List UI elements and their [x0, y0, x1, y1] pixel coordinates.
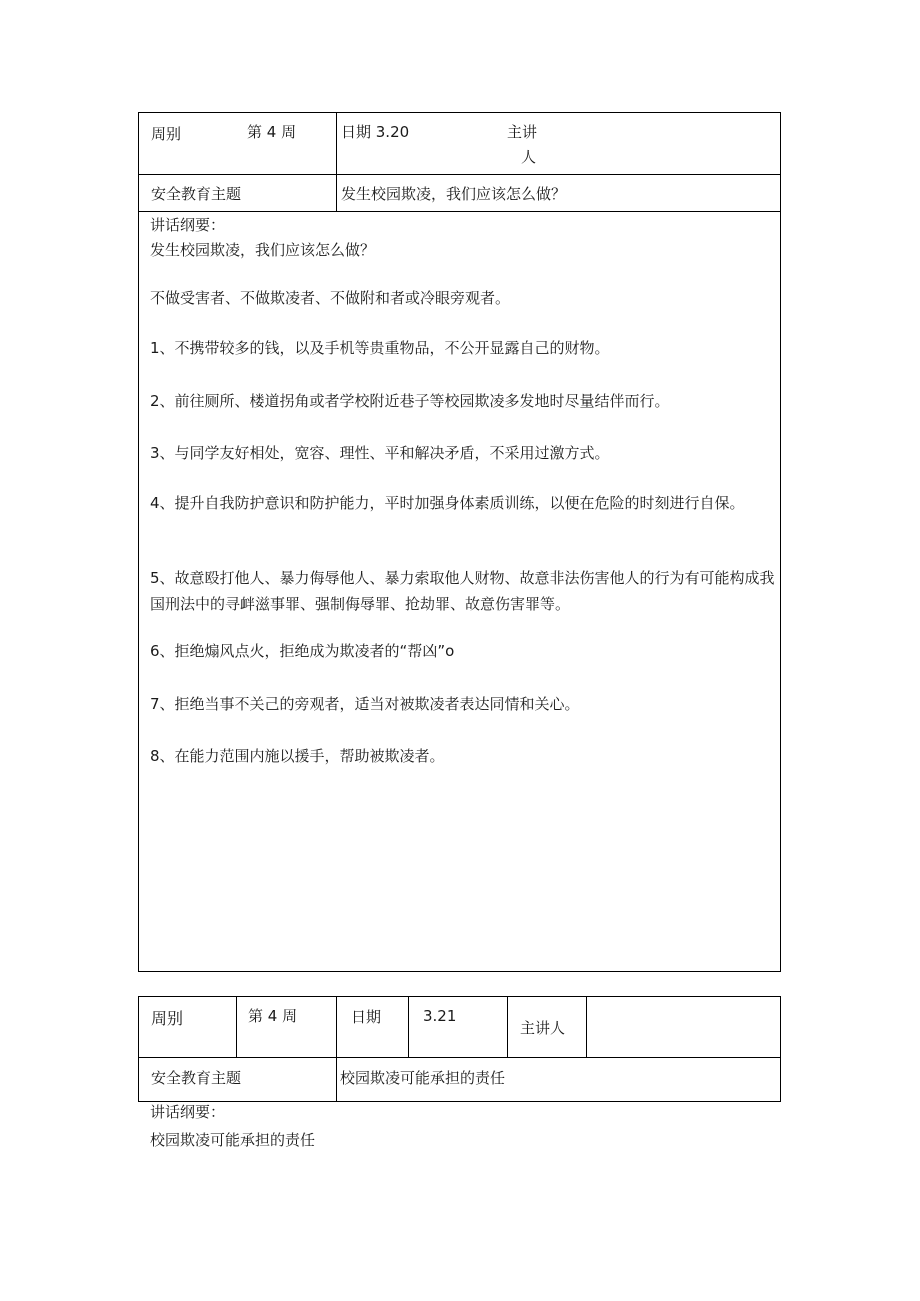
outline-intro: 不做受害者、不做欺凌者、不做附和者或冷眼旁观者。: [150, 289, 511, 307]
table-border: [138, 996, 781, 997]
speaker-label: 主讲人: [520, 1019, 566, 1037]
week-value: 第 4 周: [248, 1007, 298, 1025]
speaker-label: 主讲: [507, 123, 538, 141]
table-border: [336, 112, 337, 212]
date-label: 日期: [351, 1008, 382, 1026]
outline-label: 讲话纲要：: [150, 216, 226, 234]
table-border: [336, 996, 337, 1102]
table-border: [138, 996, 139, 1102]
table-border: [138, 1101, 781, 1102]
outline-item: 8、在能力范围内施以援手，帮助被欺凌者。: [150, 747, 445, 765]
lesson-table-week4-3-21: [0, 990, 920, 1301]
table-border: [138, 971, 781, 972]
table-border: [236, 996, 237, 1058]
table-border: [138, 1057, 781, 1058]
topic-value: 校园欺凌可能承担的责任: [340, 1069, 506, 1087]
outline-item: 4、提升自我防护意识和防护能力，平时加强身体素质训练，以便在危险的时刻进行自保。: [150, 494, 745, 512]
table-border: [780, 996, 781, 1102]
outline-title: 发生校园欺凌，我们应该怎么做？: [150, 241, 376, 259]
topic-value: 发生校园欺凌，我们应该怎么做？: [341, 185, 567, 203]
outline-item: 2、前往厕所、楼道拐角或者学校附近巷子等校园欺凌多发地时尽量结伴而行。: [150, 392, 670, 410]
table-border: [138, 112, 781, 113]
week-value: 第 4 周: [247, 123, 297, 141]
outline-item: 6、拒绝煽风点火，拒绝成为欺凌者的“帮凶”o: [150, 642, 455, 660]
table-border: [586, 996, 587, 1058]
speaker-label-cont: 人: [521, 148, 537, 166]
table-border: [138, 211, 781, 212]
week-label: 周别: [151, 125, 182, 143]
topic-label: 安全教育主题: [151, 185, 242, 203]
outline-title: 校园欺凌可能承担的责任: [150, 1131, 316, 1149]
table-border: [138, 112, 139, 972]
table-border: [408, 996, 409, 1058]
table-border: [780, 112, 781, 972]
outline-item: 5、故意殴打他人、暴力侮辱他人、暴力索取他人财物、故意非法伤害他人的行为有可能构成我国刑法中的寻衅滋事罪、强制侮辱罪、抢劫罪、故意伤害罪等。: [150, 569, 775, 613]
week-label: 周别: [151, 1009, 184, 1028]
table-border: [507, 996, 508, 1058]
date-value: 3.21: [423, 1007, 457, 1025]
date-label-value: 日期 3.20: [341, 123, 410, 141]
outline-item: 3、与同学友好相处，宽容、理性、平和解决矛盾，不采用过激方式。: [150, 444, 610, 462]
outline-label: 讲话纲要：: [150, 1103, 226, 1121]
topic-label: 安全教育主题: [151, 1069, 242, 1087]
outline-item: 7、拒绝当事不关己的旁观者，适当对被欺凌者表达同情和关心。: [150, 695, 580, 713]
table-border: [138, 174, 781, 175]
outline-item: 1、不携带较多的钱，以及手机等贵重物品，不公开显露自己的财物。: [150, 339, 610, 357]
